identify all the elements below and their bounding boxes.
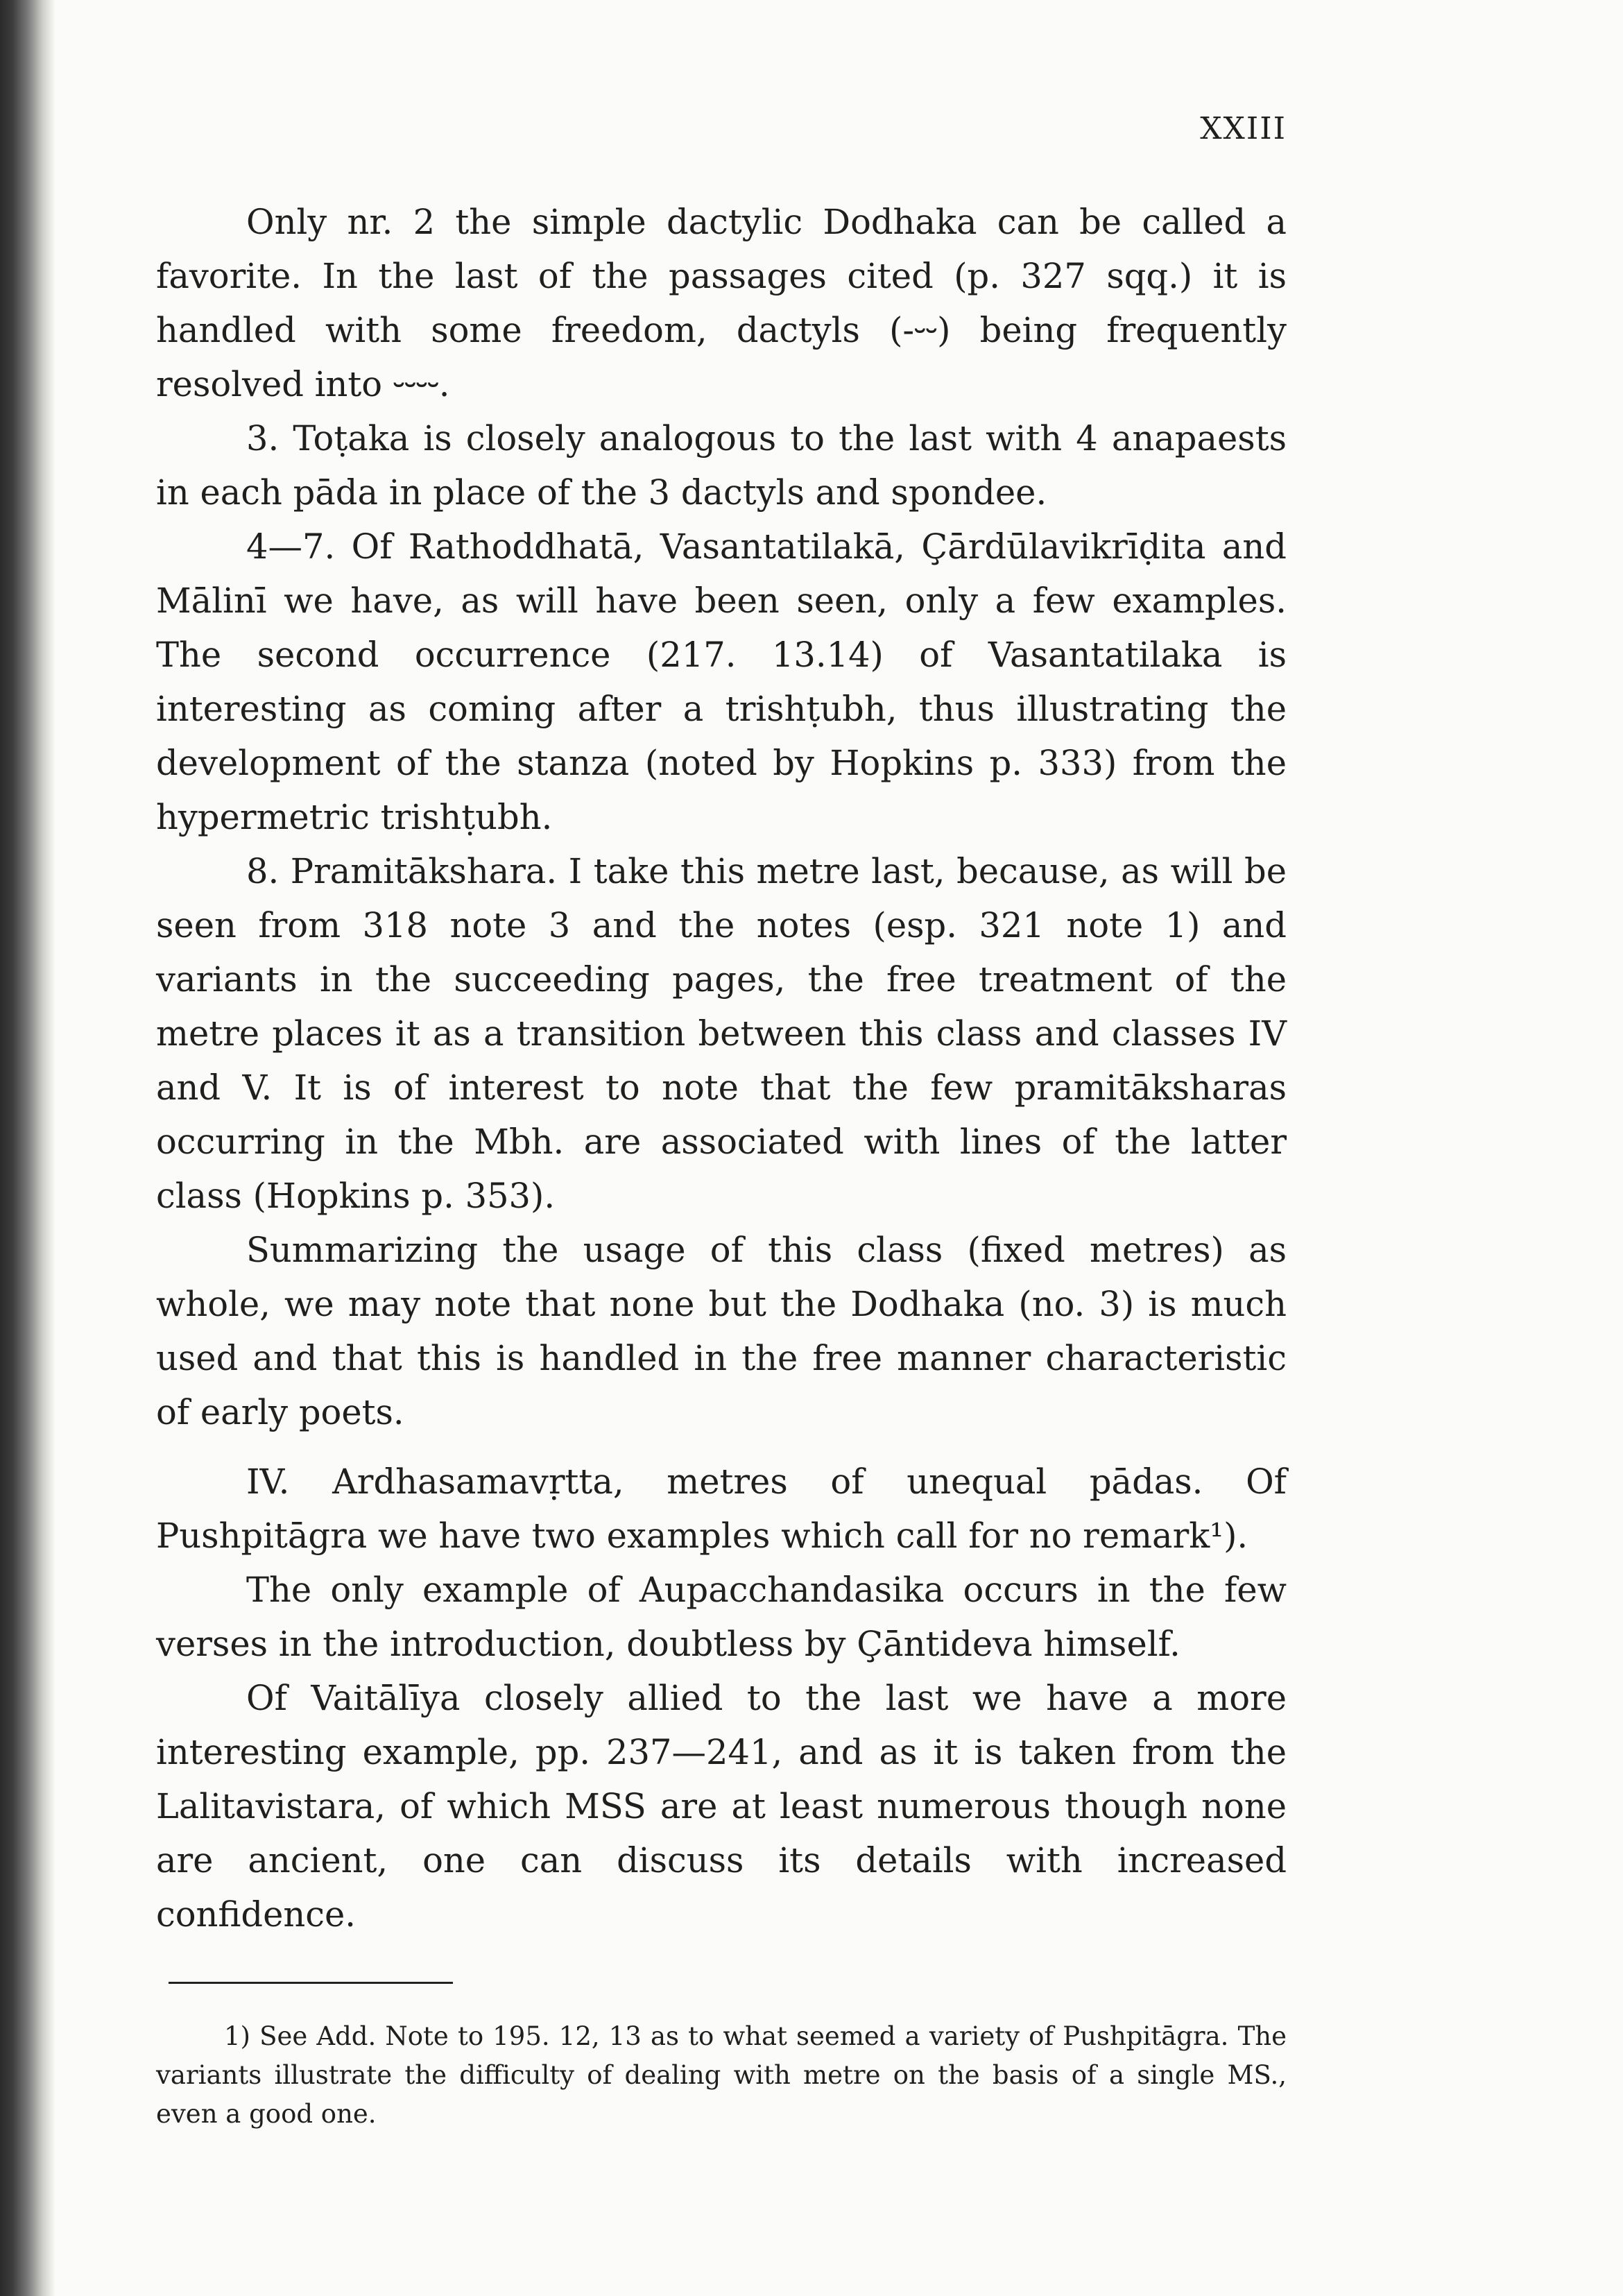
paragraph-totaka: 3. Toṭaka is closely analogous to the last with 4 anapaests in each pāda in place of the 3 dactyls and spondee. — [156, 418, 1287, 513]
paragraph-summary: Summarizing the usage of this class (fixed metres) as whole, we may note that none but the Dodhaka (no. 3) is much used and that this is handled in the free manner characteristic of early poets. — [156, 1230, 1287, 1432]
paragraph-aupacchandasika: The only example of Aupacchandasika occurs in the few verses in the introduction, doubtless by Çāntideva himself. — [156, 1570, 1287, 1664]
footnote — [156, 2017, 1287, 2134]
body-text — [156, 195, 1287, 1942]
footnote-divider — [169, 1982, 453, 1984]
page-number: XXIII — [1200, 111, 1287, 146]
paragraph-ardhasamavrtta: IV. Ardhasamavṛtta, metres of unequal pādas. Of Pushpitāgra we have two examples which call for no remark¹). — [156, 1462, 1287, 1556]
paragraph-vaitaliya: Of Vaitālīya closely allied to the last we have a more interesting example, pp. 237—241, and as it is taken from the Lalitavistara, of which MSS are at least numerous though none are ancient, one can discuss its details with increased confidence. — [156, 1678, 1287, 1935]
paragraph-pramitakshara: 8. Pramitākshara. I take this metre last, because, as will be seen from 318 note 3 and the notes (esp. 321 note 1) and variants in the succeeding pages, the free treatment of the metre places it as a transition between this class and classes IV and V. It is of interest to note that the few pramitāksharas occurring in the Mbh. are associated with lines of the latter class (Hopkins p. 353). — [156, 851, 1287, 1216]
book-page — [156, 111, 1287, 2134]
footnote-text: 1) See Add. Note to 195. 12, 13 as to what seemed a variety of Pushpitāgra. The variants illustrate the difficulty of dealing with metre on the basis of a single MS., even a good one. — [156, 2021, 1287, 2129]
paragraph-dodhaka: Only nr. 2 the simple dactylic Dodhaka can be called a favorite. In the last of the passages cited (p. 327 sqq.) it is handled with some freedom, dactyls (-⏑⏑) being frequently resolved into ⏑⏑⏑⏑. — [156, 202, 1287, 404]
book-binding-edge — [0, 0, 55, 2296]
paragraph-rathoddhata: 4—7. Of Rathoddhatā, Vasantatilakā, Çārdūlavikrīḍita and Mālinī we have, as will have been seen, only a few examples. The second occurrence (217. 13.14) of Vasantatilaka is interesting as coming after a trishṭubh, thus illustrating the development of the stanza (noted by Hopkins p. 333) from the hypermetric trishṭubh. — [156, 526, 1287, 837]
